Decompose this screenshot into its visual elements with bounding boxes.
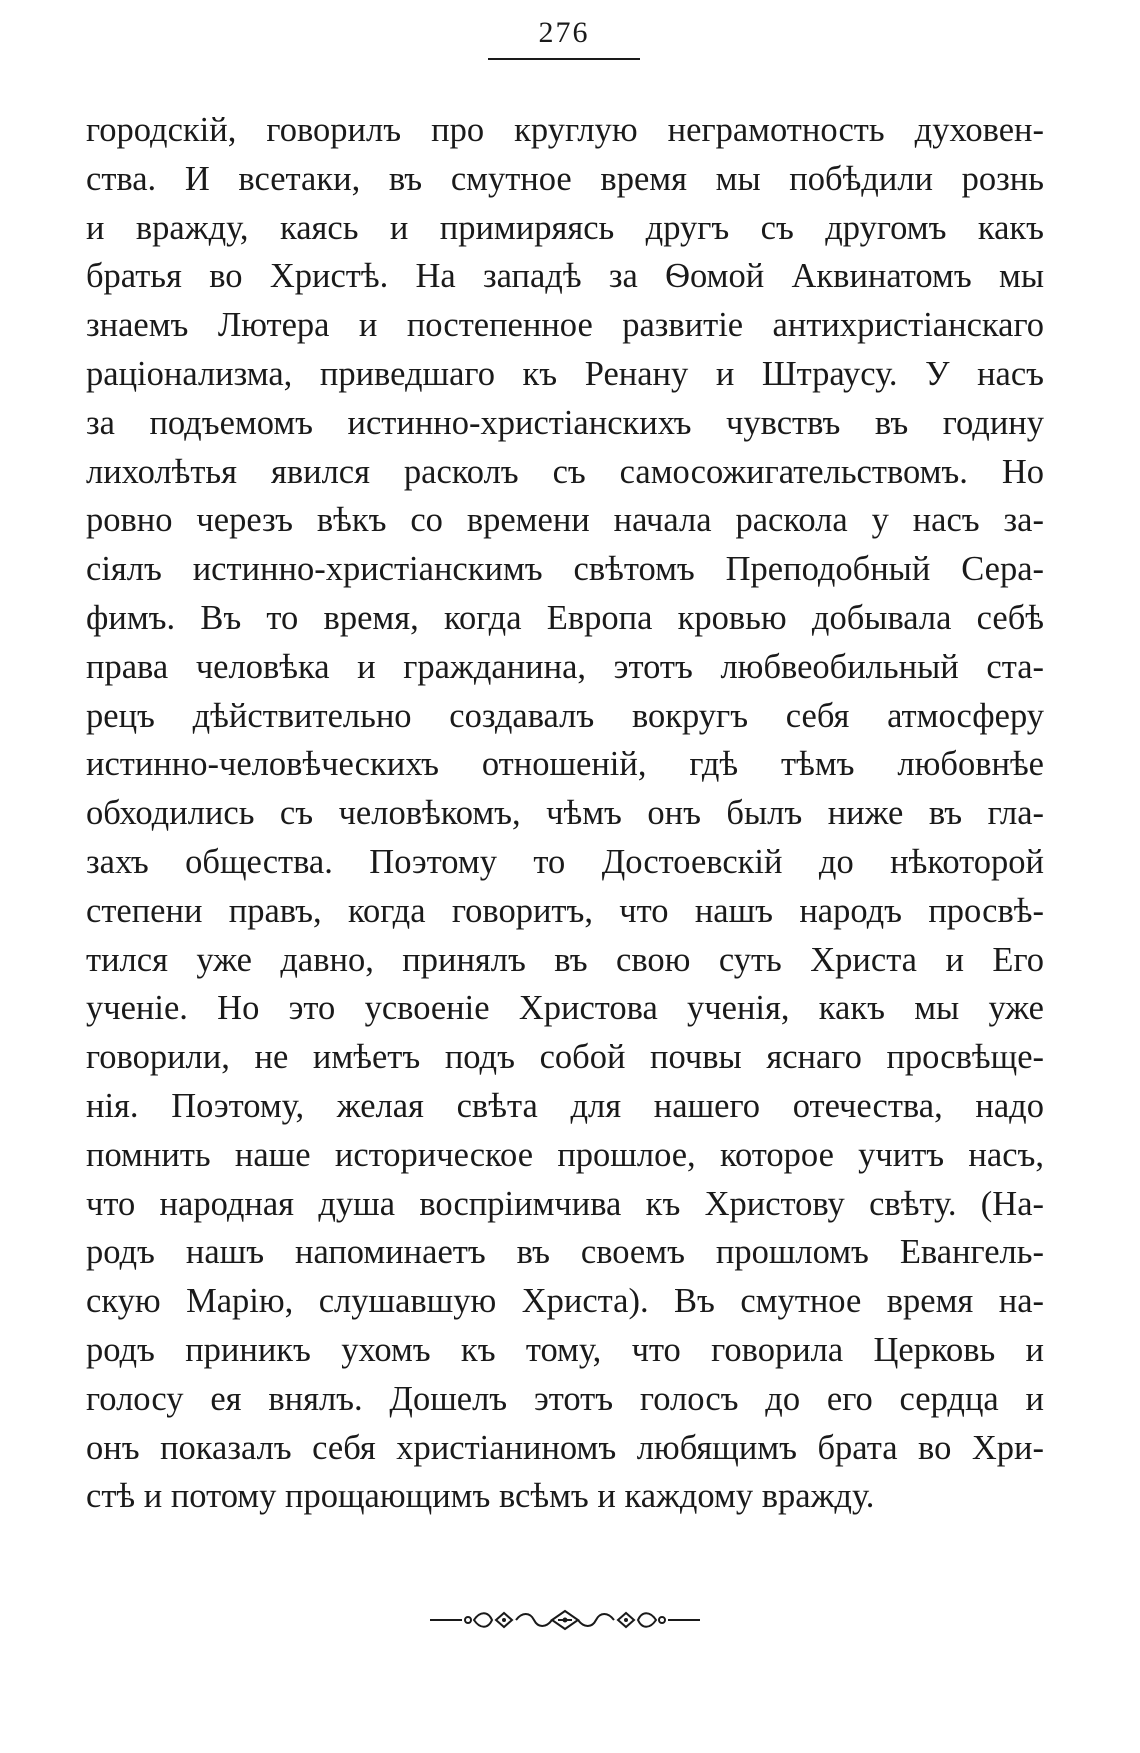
text-line: сіялъ истинно-христіанскимъ свѣтомъ Преподобный Сера- xyxy=(86,550,1044,589)
page-number: 276 xyxy=(538,16,590,49)
body-text xyxy=(86,106,1044,1521)
text-line: родъ нашъ напоминаетъ въ своемъ прошломъ Евангель- xyxy=(86,1233,1044,1272)
text-line: помнить наше историческое прошлое, которое учитъ насъ, xyxy=(86,1135,1044,1174)
text-line: обходились съ человѣкомъ, чѣмъ онъ былъ ниже въ гла- xyxy=(86,794,1044,833)
page-number-rule xyxy=(488,58,640,60)
text-line: тился уже давно, принялъ въ свою суть Христа и Его xyxy=(86,940,1044,979)
text-line: истинно-человѣческихъ отношеній, гдѣ тѣмъ любовнѣе xyxy=(86,745,1044,784)
text-line: за подъемомъ истинно-христіанскихъ чувствъ въ годину xyxy=(86,403,1044,442)
text-line: раціонализма, приведшаго къ Ренану и Штраусу. У насъ xyxy=(86,354,1044,393)
text-line: стѣ и потому прощающимъ всѣмъ и каждому вражду. xyxy=(86,1477,875,1516)
text-line: и вражду, каясь и примиряясь другъ съ другомъ какъ xyxy=(86,208,1044,247)
text-line: лихолѣтья явился расколъ съ самосожигательствомъ. Но xyxy=(86,452,1044,491)
text-line: скую Марію, слушавшую Христа). Въ смутное время на- xyxy=(86,1282,1044,1321)
text-line: говорили, не имѣетъ подъ собой почвы яснаго просвѣще- xyxy=(86,1038,1044,1077)
text-line: ства. И всетаки, въ смутное время мы побѣдили рознь xyxy=(86,159,1044,198)
text-line: что народная душа воспріимчива къ Христову свѣту. (На- xyxy=(86,1184,1044,1223)
text-line: рецъ дѣйствительно создавалъ вокругъ себя атмосферу xyxy=(86,696,1044,735)
text-line: онъ показалъ себя христіаниномъ любящимъ брата во Хри- xyxy=(86,1428,1044,1467)
text-line: родъ приникъ ухомъ къ тому, что говорила Церковь и xyxy=(86,1330,1044,1369)
text-line: права человѣка и гражданина, этотъ любвеобильный ста- xyxy=(86,647,1044,686)
text-line: городскій, говорилъ про круглую неграмотность духовен- xyxy=(86,111,1044,149)
text-line: фимъ. Въ то время, когда Европа кровью добывала себѣ xyxy=(86,598,1044,637)
decorative-ornament-icon xyxy=(430,1608,700,1632)
text-line: голосу ея внялъ. Дошелъ этотъ голосъ до его сердца и xyxy=(86,1379,1044,1418)
text-line: нія. Поэтому, желая свѣта для нашего отечества, надо xyxy=(86,1086,1044,1125)
text-line: ровно черезъ вѣкъ со времени начала раскола у насъ за- xyxy=(86,501,1044,540)
text-line: захъ общества. Поэтому то Достоевскій до нѣкоторой xyxy=(86,842,1044,881)
text-line: братья во Христѣ. На западѣ за Ѳомой Аквинатомъ мы xyxy=(86,257,1044,296)
text-line: знаемъ Лютера и постепенное развитіе антихристіанскаго xyxy=(86,306,1044,345)
text-line: степени правъ, когда говоритъ, что нашъ народъ просвѣ- xyxy=(86,891,1044,930)
text-line: ученіе. Но это усвоеніе Христова ученія, какъ мы уже xyxy=(86,989,1044,1028)
